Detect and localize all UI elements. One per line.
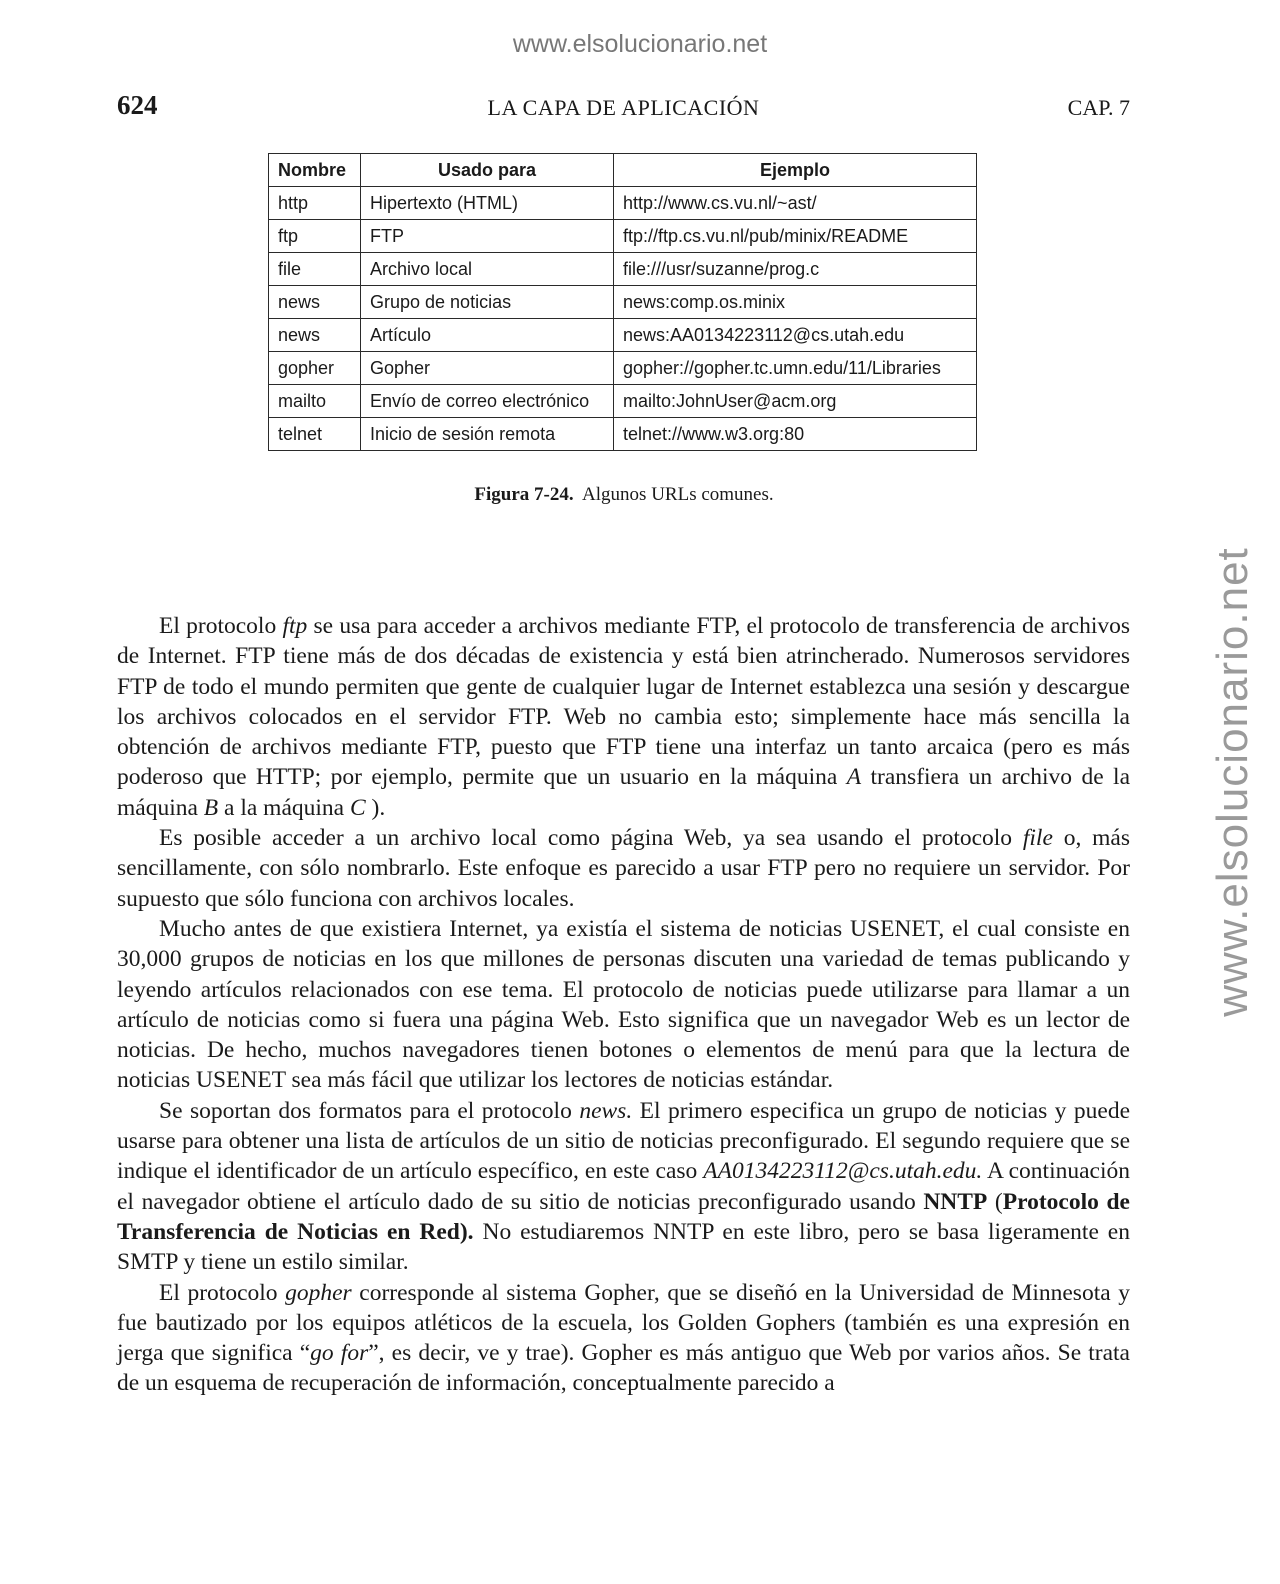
italic-term: ftp bbox=[282, 613, 308, 639]
text-run: ). bbox=[365, 794, 386, 821]
text-run: No estudiaremos NNTP en este libro, pero se basa ligeramente en SMTP y tiene un estilo similar. bbox=[117, 1218, 1130, 1276]
paragraph-file bbox=[117, 823, 1130, 914]
cell-usado-para: FTP bbox=[361, 220, 614, 253]
caption-label: Figura 7-24. bbox=[474, 484, 574, 505]
cell-ejemplo: telnet://www.w3.org:80 bbox=[614, 418, 977, 451]
italic-term: go for bbox=[310, 1340, 369, 1367]
italic-term: B bbox=[203, 794, 219, 821]
cell-nombre: file bbox=[269, 253, 361, 286]
cell-nombre: ftp bbox=[269, 220, 361, 253]
paragraph-news bbox=[117, 1096, 1130, 1278]
body-text bbox=[117, 611, 1130, 1399]
italic-term: gopher bbox=[285, 1279, 352, 1306]
paragraph-ftp bbox=[117, 611, 1130, 823]
table-row bbox=[269, 220, 977, 253]
text-run: o, más sencillamente, con sólo nombrarlo. Este enfoque es parecido a usar FTP pero no requiere un servidor. Por supuesto que sólo funciona con archivos locales. bbox=[117, 825, 1131, 912]
chapter-title: LA CAPA DE APLICACIÓN bbox=[487, 95, 760, 120]
text-run: El protocolo bbox=[159, 613, 283, 639]
cell-ejemplo: ftp://ftp.cs.vu.nl/pub/minix/README bbox=[614, 220, 977, 253]
caption-text: Algunos URLs comunes. bbox=[582, 484, 774, 505]
cell-usado-para: Gopher bbox=[361, 352, 614, 385]
text-run: Mucho antes de que existiera Internet, ya existía el sistema de noticias USENET, el cual consiste en 30,000 grupos de noticias en los que millones de personas discuten una variedad de temas publicando y leyendo artículos relacionados con ese tema. El protocolo de noticias puede utilizarse para llamar a un artículo de noticias como si fuera una página Web. Esto significa que un navegador Web es un lector de noticias. De hecho, muchos navegadores tienen botones o elementos de menú para que la lectura de noticias USENET sea más fácil que utilizar los lectores de noticias estándar. bbox=[117, 915, 1130, 1094]
table-row bbox=[269, 319, 977, 352]
italic-term: AA0134223112@cs.utah.edu. bbox=[703, 1158, 983, 1185]
cell-usado-para: Hipertexto (HTML) bbox=[361, 187, 614, 220]
bold-term: NNTP bbox=[923, 1188, 988, 1215]
bold-term: Protocolo de Transferencia de Noticias en Red). bbox=[117, 1188, 1130, 1245]
table-header-row bbox=[269, 154, 977, 187]
cell-ejemplo: gopher://gopher.tc.umn.edu/11/Libraries bbox=[614, 352, 977, 385]
table-row bbox=[269, 187, 977, 220]
column-header-ejemplo: Ejemplo bbox=[614, 154, 977, 187]
watermark-top: www.elsolucionario.net bbox=[512, 30, 768, 58]
italic-term: news. bbox=[579, 1097, 633, 1124]
text-run: A continuación el navegador obtiene el artículo dado de su sitio de noticias preconfigurado usando bbox=[117, 1158, 1130, 1215]
figure-caption bbox=[0, 484, 1248, 506]
table-row bbox=[269, 385, 977, 418]
text-run: a la máquina bbox=[218, 794, 350, 821]
cell-usado-para: Artículo bbox=[361, 319, 614, 352]
cell-ejemplo: news:AA0134223112@cs.utah.edu bbox=[614, 319, 977, 352]
column-header-nombre: Nombre bbox=[269, 154, 361, 187]
cell-ejemplo: news:comp.os.minix bbox=[614, 286, 977, 319]
text-run: ( bbox=[987, 1188, 1003, 1215]
paragraph-gopher bbox=[117, 1278, 1130, 1399]
cell-nombre: mailto bbox=[269, 385, 361, 418]
running-head bbox=[117, 90, 1130, 126]
chapter-ref: CAP. 7 bbox=[1067, 95, 1130, 120]
text-run: El primero especifica un grupo de noticias y puede usarse para obtener una lista de artículos de un sitio de noticias preconfigurado. El segundo requiere que se indique el identificador de un artículo específico, en este caso bbox=[117, 1097, 1131, 1185]
table-row bbox=[269, 352, 977, 385]
text-run: ”, es decir, ve y trae). Gopher es más antiguo que Web por varios años. Se trata de un esquema de recuperación de información, conceptualmente parecido a bbox=[117, 1340, 1130, 1397]
table-row bbox=[269, 286, 977, 319]
cell-nombre: news bbox=[269, 319, 361, 352]
text-run: corresponde al sistema Gopher, que se diseñó en la Universidad de Minnesota y fue bautizado por los equipos atléticos de la escuela, los Golden Gophers (también es una expresión en jerga que significa “ bbox=[117, 1279, 1130, 1367]
text-run: transfiera un archivo de la máquina bbox=[117, 764, 1131, 821]
text-run: El protocolo bbox=[159, 1279, 286, 1306]
cell-ejemplo: http://www.cs.vu.nl/~ast/ bbox=[614, 187, 977, 220]
text-run: Se soportan dos formatos para el protocolo bbox=[159, 1097, 580, 1124]
italic-term: A bbox=[846, 764, 862, 791]
cell-usado-para: Grupo de noticias bbox=[361, 286, 614, 319]
cell-usado-para: Inicio de sesión remota bbox=[361, 418, 614, 451]
cell-nombre: http bbox=[269, 187, 361, 220]
cell-usado-para: Archivo local bbox=[361, 253, 614, 286]
cell-nombre: gopher bbox=[269, 352, 361, 385]
cell-nombre: news bbox=[269, 286, 361, 319]
italic-term: C bbox=[349, 794, 366, 821]
text-run: Es posible acceder a un archivo local como página Web, ya sea usando el protocolo bbox=[159, 825, 1023, 852]
cell-nombre: telnet bbox=[269, 418, 361, 451]
table-row bbox=[269, 418, 977, 451]
text-run: se usa para acceder a archivos mediante FTP, el protocolo de transferencia de archivos de Internet. FTP tiene más de dos décadas de existencia y está bien atrincherado. Numerosos servidores FTP de todo el mundo permiten que gente de cualquier lugar de Internet establezca una sesión y descargue los archivos colocados en el servidor FTP. Web no cambia esto; simplemente hace más sencilla la obtención de archivos mediante FTP, puesto que FTP tiene una interfaz un tanto arcaica (pero es más poderoso que HTTP; por ejemplo, permite que un usuario en la máquina bbox=[117, 613, 1130, 791]
page-number: 624 bbox=[117, 90, 158, 120]
italic-term: file bbox=[1022, 825, 1053, 852]
watermark-side: www.elsolucionario.net bbox=[1208, 547, 1257, 1017]
column-header-usado-para: Usado para bbox=[361, 154, 614, 187]
cell-ejemplo: file:///usr/suzanne/prog.c bbox=[614, 253, 977, 286]
cell-usado-para: Envío de correo electrónico bbox=[361, 385, 614, 418]
url-table bbox=[268, 153, 977, 451]
paragraph-usenet bbox=[117, 914, 1130, 1096]
cell-ejemplo: mailto:JohnUser@acm.org bbox=[614, 385, 977, 418]
table-row bbox=[269, 253, 977, 286]
